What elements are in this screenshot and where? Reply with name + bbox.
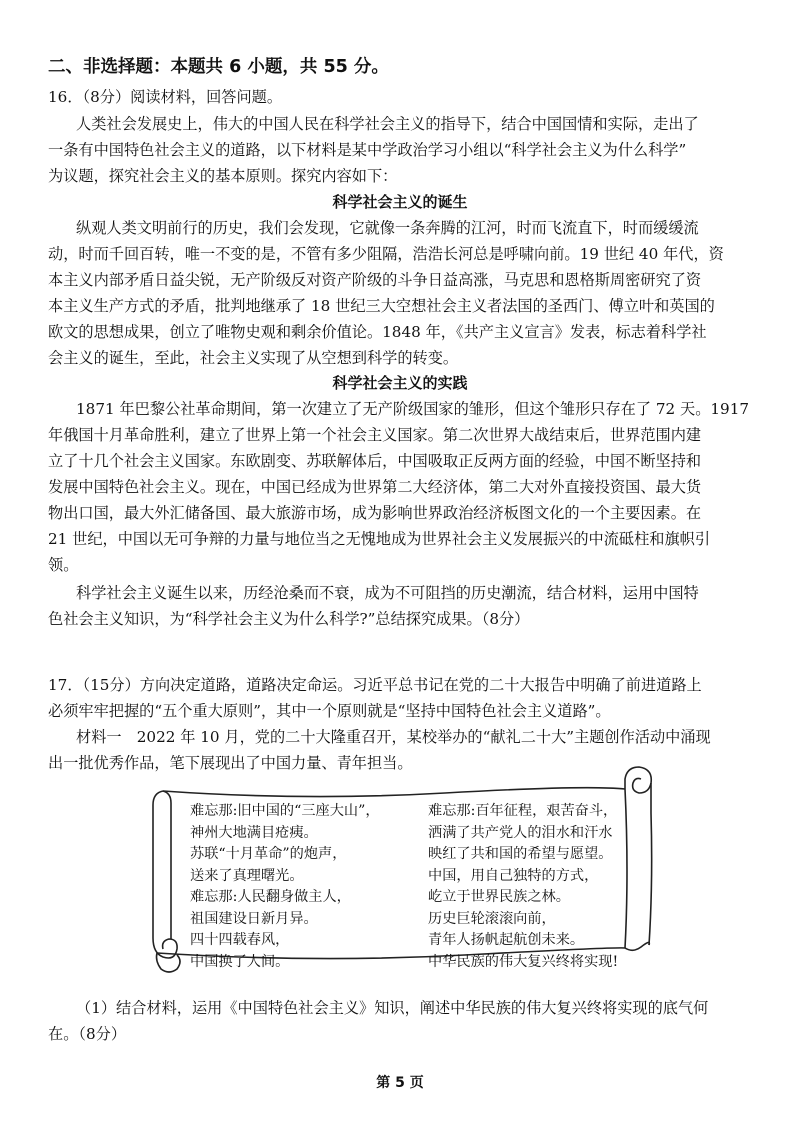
q16-para1-line: 欧文的思想成果，创立了唯物史观和剩余价值论。1848 年，《共产主义宣言》发表，标志着科学社 [48,323,707,341]
page-number: 第 5 页 [376,1075,424,1091]
q16-para2-line: 物出口国，最大外汇储备国、最大旅游市场，成为影响世界政治经济板图文化的一个主要因素。在 [48,504,702,522]
q17-sub1-line: （1）结合材料，运用《中国特色社会主义》知识，阐述中华民族的伟大复兴终将实现的底气何 [76,999,709,1017]
poem-line: 难忘那:人民翻身做主人， [190,889,351,905]
q16-para2-line: 1871 年巴黎公社革命期间，第一次建立了无产阶级国家的雏形，但这个雏形只存在了 72 天。1917 [76,400,750,418]
q16-intro-line: 一条有中国特色社会主义的道路，以下材料是某中学政治学习小组以“科学社会主义为什么科学” [48,141,687,159]
q16-para1-line: 动，时而千回百转，唯一不变的是，不管有多少阻隔，浩浩长河总是呼啸向前。19 世纪 40 年代，资 [48,245,724,263]
poem-scroll [145,763,675,978]
q16-question-line: 色社会主义知识，为“科学社会主义为什么科学?”总结探究成果。（8分） [48,610,530,628]
q16-para2-line: 立了十几个社会主义国家。东欧剧变、苏联解体后，中国吸取正反两方面的经验，中国不断坚持和 [48,452,702,470]
q17-intro-line: 17．（15分）方向决定道路，道路决定命运。习近平总书记在党的二十大报告中明确了前进道路上 [48,676,702,694]
poem-line: 难忘那:百年征程，艰苦奋斗， [428,803,618,819]
poem-line: 中国，用自己独特的方式， [428,867,599,884]
q17-sub1-line: 在。（8分） [48,1025,127,1043]
section-title: 二、非选择题：本题共 6 小题，共 55 分。 [48,57,389,77]
q16-intro-line: 为议题，探究社会主义的基本原则。探究内容如下： [48,167,398,185]
poem-line: 四十四载春风， [190,932,290,948]
q16-para2-line: 21 世纪，中国以无可争辩的力量与地位当之无愧地成为世界社会主义发展振兴的中流砥柱和旗帜引 [48,530,711,548]
poem-line: 苏联“十月革命”的炮声， [190,846,347,862]
q16-question-line: 科学社会主义诞生以来，历经沧桑而不衰，成为不可阻挡的历史潮流，结合材料，运用中国特 [76,584,699,602]
poem-line: 历史巨轮滚滚向前， [428,910,556,927]
q17-material1-line: 材料一 2022 年 10 月，党的二十大隆重召开，某校举办的“献礼二十大”主题创作活动中涌现 [76,728,711,746]
poem-line: 中华民族的伟大复兴终将实现! [428,953,619,970]
q16-para2-line: 年俄国十月革命胜利，建立了世界上第一个社会主义国家。第二次世界大战结束后，世界范围内建 [48,426,702,444]
material-heading-birth: 科学社会主义的诞生 [332,193,468,211]
q16-para1-line: 本主义生产方式的矛盾，批判地继承了 18 世纪三大空想社会主义者法国的圣西门、傅立叶和英国的 [48,297,715,315]
poem-line: 青年人扬帆起航创未来。 [428,932,585,948]
poem-line: 屹立于世界民族之林。 [428,889,570,905]
poem-line: 洒满了共产党人的泪水和汗水 [428,824,613,841]
poem-right-column [428,801,618,973]
poem-line: 映红了共和国的希望与愿望。 [428,846,613,862]
q16-para1-line: 纵观人类文明前行的历史，我们会发现，它就像一条奔腾的江河，时而飞流直下，时而缓缓流 [76,219,699,237]
q16-number-line: 16．（8分）阅读材料，回答问题。 [48,88,283,106]
poem-line: 祖国建设日新月异。 [190,910,318,927]
poem-line: 神州大地满目疮痍。 [190,824,318,841]
material-heading-practice: 科学社会主义的实践 [332,374,468,392]
q17-intro-line: 必须牢牢把握的“五个重大原则”，其中一个原则就是“坚持中国特色社会主义道路”。 [48,702,611,720]
q16-intro-line: 人类社会发展史上，伟大的中国人民在科学社会主义的指导下，结合中国国情和实际，走出了 [76,115,699,133]
q16-para2-line: 发展中国特色社会主义。现在，中国已经成为世界第二大经济体，第二大对外直接投资国、最大货 [48,478,702,496]
poem-left-column [190,801,380,973]
q17-material1-line: 出一批优秀作品，笔下展现出了中国力量、青年担当。 [48,754,413,772]
poem-line: 送来了真理曙光。 [190,867,304,884]
poem-line: 中国换了人间。 [190,953,290,970]
poem-line: 难忘那:旧中国的“三座大山”， [190,803,380,819]
q16-para1-line: 本主义内部矛盾日益尖锐，无产阶级反对资产阶级的斗争日益高涨，马克思和恩格斯周密研究了资 [48,271,702,289]
q16-para2-line: 领。 [48,556,79,574]
q16-para1-line: 会主义的诞生，至此，社会主义实现了从空想到科学的转变。 [48,349,459,367]
